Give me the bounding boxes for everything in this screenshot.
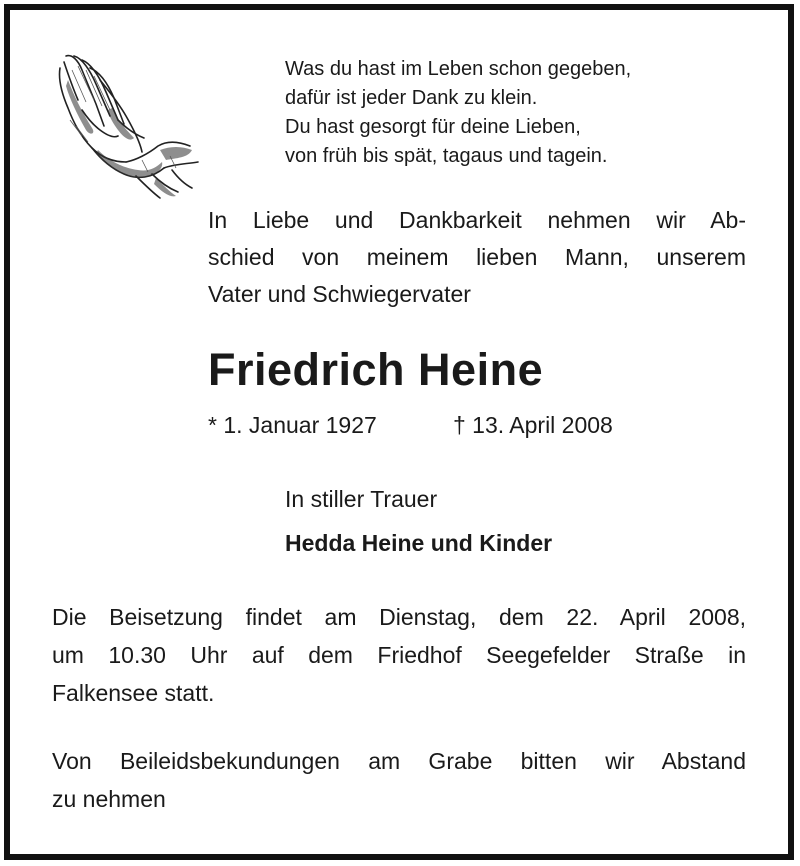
- deceased-name: Friedrich Heine: [208, 344, 544, 395]
- poem-line: Du hast gesorgt für deine Lieben,: [285, 116, 581, 138]
- poem: [285, 55, 631, 171]
- birth-date: * 1. Januar 1927: [208, 412, 377, 438]
- poem-line: Was du hast im Leben schon gegeben,: [285, 58, 632, 80]
- poem-line: von früh bis spät, tagaus und tagein.: [285, 145, 608, 167]
- mourning-intro: In stiller Trauer: [285, 486, 438, 512]
- intro-line: Vater und Schwiegervater: [208, 281, 471, 307]
- burial-line: Die Beisetzung findet am Dienstag, dem 22. April 2008,: [52, 604, 746, 630]
- poem-line: dafür ist jeder Dank zu klein.: [285, 87, 538, 109]
- condolence-notice: [52, 742, 746, 818]
- condolence-line: Von Beileidsbekundungen am Grabe bitten wir Abstand: [52, 748, 746, 774]
- praying-hands-icon: [52, 50, 202, 202]
- intro-line: schied von meinem lieben Mann, unserem: [208, 244, 746, 270]
- condolence-line: zu nehmen: [52, 786, 166, 812]
- burial-line: Falkensee statt.: [52, 680, 215, 706]
- mourner-names: Hedda Heine und Kinder: [285, 530, 553, 556]
- farewell-intro: [208, 202, 746, 313]
- intro-line: In Liebe und Dankbarkeit nehmen wir Ab-: [208, 207, 746, 233]
- burial-line: um 10.30 Uhr auf dem Friedhof Seegefelder Straße in: [52, 642, 746, 668]
- burial-notice: [52, 598, 746, 712]
- death-date: † 13. April 2008: [453, 412, 613, 438]
